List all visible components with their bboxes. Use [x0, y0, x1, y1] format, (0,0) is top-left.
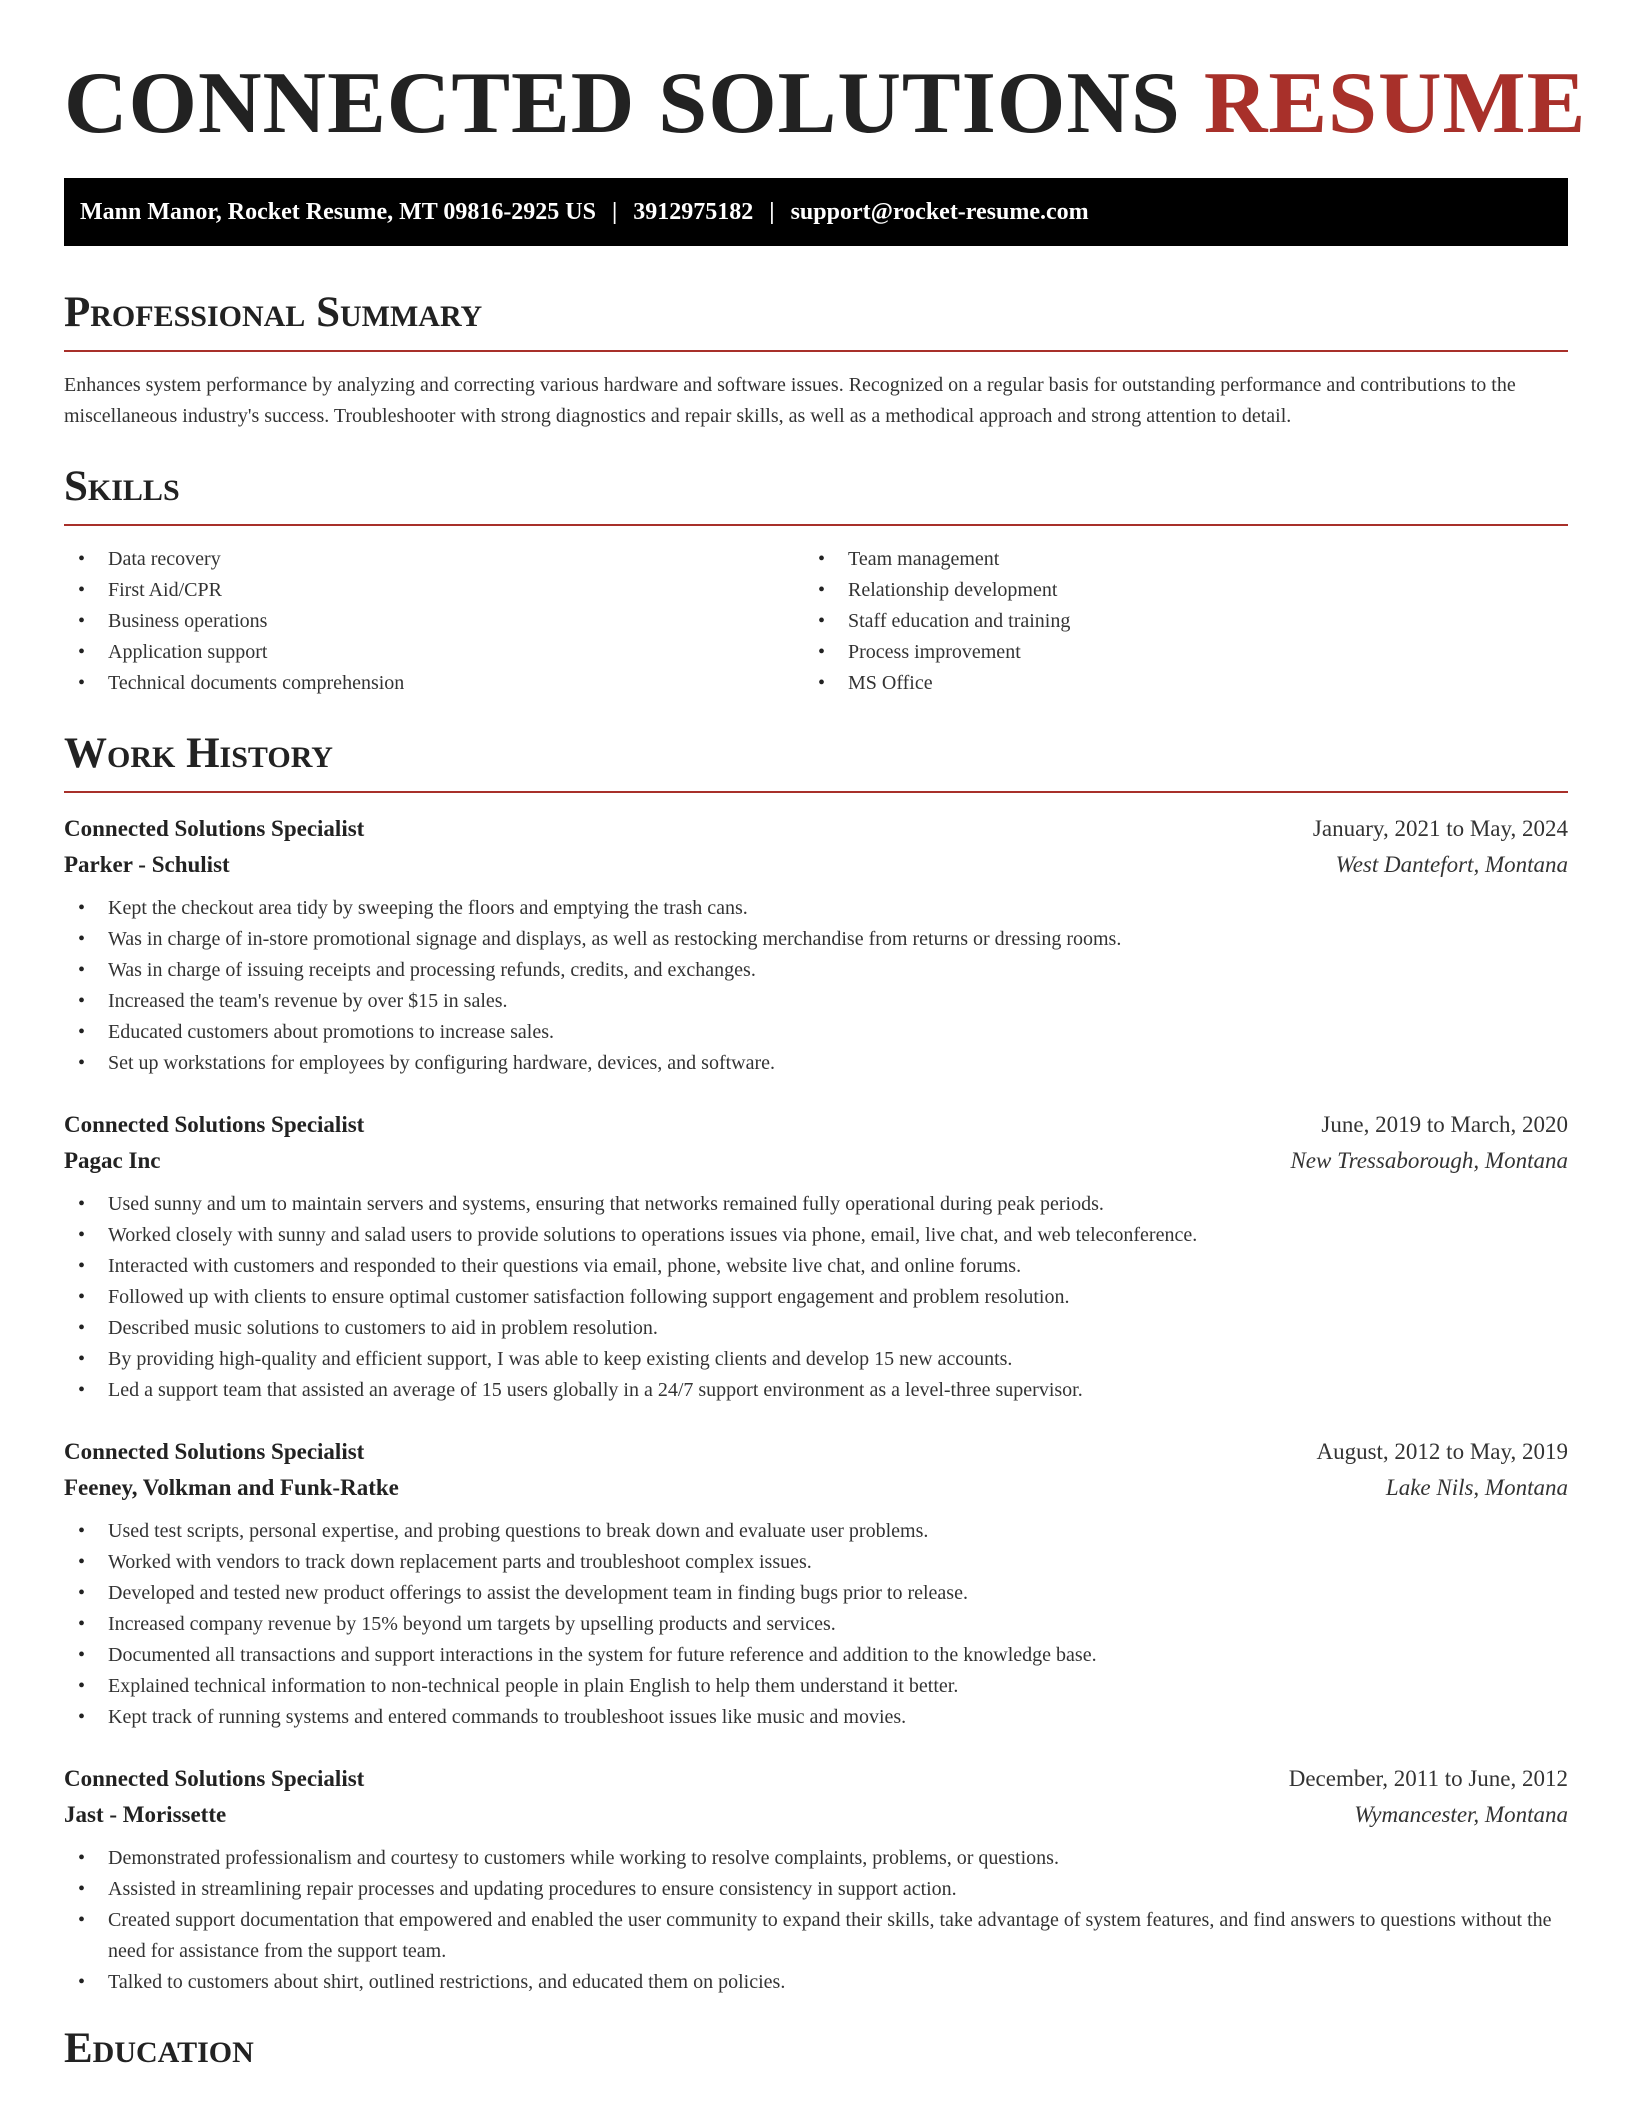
job-bullet: • Increased company revenue by 15% beyond um targets by upselling products and services. — [64, 1609, 1568, 1640]
job-bullet: • By providing high-quality and efficient support, I was able to keep existing clients and develop 15 new accounts. — [64, 1344, 1568, 1375]
job-location: Lake Nils, Montana — [1385, 1475, 1568, 1500]
job-entry — [64, 1434, 1568, 1733]
job-bullet: • Created support documentation that empowered and enabled the user community to expand their skills, take advantage of system features, and find answers to questions without the need for assistance from the support team. — [64, 1905, 1568, 1967]
job-bullet: • Assisted in streamlining repair processes and updating procedures to ensure consistency in support action. — [64, 1874, 1568, 1905]
skill-item: • Technical documents comprehension — [64, 668, 804, 699]
job-entry — [64, 1761, 1568, 1998]
contact-phone: 3912975182 — [633, 198, 754, 225]
job-bullet: • Was in charge of in-store promotional signage and displays, as well as restocking merchandise from returns or dressing rooms. — [64, 924, 1568, 955]
job-company: Jast - Morissette — [64, 1802, 227, 1827]
job-bullet: • Used sunny and um to maintain servers and systems, ensuring that networks remained fully operational during peak periods. — [64, 1189, 1568, 1220]
job-bullet: • Increased the team's revenue by over $15 in sales. — [64, 986, 1568, 1017]
job-bullet: • Set up workstations for employees by configuring hardware, devices, and software. — [64, 1048, 1568, 1079]
skill-item: • Team management — [804, 544, 1544, 575]
job-header — [64, 1107, 1568, 1143]
job-bullet: • Led a support team that assisted an average of 15 users globally in a 24/7 support environment as a level-three supervisor. — [64, 1375, 1568, 1406]
job-bullet: • Interacted with customers and responded to their questions via email, phone, website live chat, and online forums. — [64, 1251, 1568, 1282]
job-company: Pagac Inc — [64, 1148, 161, 1173]
job-entry — [64, 1107, 1568, 1406]
summary-heading: Professional Summary — [64, 288, 1568, 352]
contact-bar — [64, 178, 1568, 246]
skills-list — [64, 544, 1568, 699]
job-bullet: • Developed and tested new product offerings to assist the development team in finding bugs prior to release. — [64, 1578, 1568, 1609]
skill-item: • Data recovery — [64, 544, 804, 575]
job-dates: August, 2012 to May, 2019 — [1316, 1439, 1568, 1464]
job-bullet: • Described music solutions to customers to aid in problem resolution. — [64, 1313, 1568, 1344]
skills-column-right — [804, 544, 1544, 699]
job-dates: June, 2019 to March, 2020 — [1321, 1112, 1568, 1137]
job-title: Connected Solutions Specialist — [64, 1439, 365, 1464]
skill-item: • Staff education and training — [804, 606, 1544, 637]
skill-item: • First Aid/CPR — [64, 575, 804, 606]
skill-item: • Application support — [64, 637, 804, 668]
job-header — [64, 811, 1568, 847]
job-bullets — [64, 1843, 1568, 1998]
skill-item: • MS Office — [804, 668, 1544, 699]
job-bullet: • Demonstrated professionalism and courtesy to customers while working to resolve complaints, problems, or questions. — [64, 1843, 1568, 1874]
job-dates: January, 2021 to May, 2024 — [1312, 816, 1568, 841]
job-subheader — [64, 1797, 1568, 1833]
skill-item: • Relationship development — [804, 575, 1544, 606]
contact-address: Mann Manor, Rocket Resume, MT 09816-2925 US — [80, 198, 596, 225]
job-bullet: • Kept track of running systems and entered commands to troubleshoot issues like music and movies. — [64, 1702, 1568, 1733]
job-bullet: • Worked closely with sunny and salad users to provide solutions to operations issues via phone, email, live chat, and web teleconference. — [64, 1220, 1568, 1251]
job-bullet: • Kept the checkout area tidy by sweeping the floors and emptying the trash cans. — [64, 893, 1568, 924]
job-bullet: • Talked to customers about shirt, outlined restrictions, and educated them on policies. — [64, 1967, 1568, 1998]
job-entry — [64, 811, 1568, 1079]
job-bullet: • Documented all transactions and support interactions in the system for future reference and addition to the knowledge base. — [64, 1640, 1568, 1671]
contact-email: support@rocket-resume.com — [790, 198, 1089, 225]
job-title: Connected Solutions Specialist — [64, 1112, 365, 1137]
job-bullet: • Was in charge of issuing receipts and processing refunds, credits, and exchanges. — [64, 955, 1568, 986]
resume-title — [64, 0, 1587, 152]
job-bullets — [64, 1516, 1568, 1733]
job-bullet: • Worked with vendors to track down replacement parts and troubleshoot complex issues. — [64, 1547, 1568, 1578]
job-title: Connected Solutions Specialist — [64, 816, 365, 841]
title-main: CONNECTED SOLUTIONS — [64, 55, 1181, 152]
job-company: Feeney, Volkman and Funk-Ratke — [64, 1475, 399, 1500]
job-dates: December, 2011 to June, 2012 — [1288, 1766, 1568, 1791]
job-subheader — [64, 847, 1568, 883]
job-subheader — [64, 1143, 1568, 1179]
summary-text: Enhances system performance by analyzing and correcting various hardware and software issues. Recognized on a regular basis for outstanding performance and contributions to the miscellaneous industry's success. Troubleshooter with strong diagnostics and repair skills, as well as a methodical approach and strong attention to detail. — [64, 374, 1516, 427]
job-bullet: • Used test scripts, personal expertise, and probing questions to break down and evaluate user problems. — [64, 1516, 1568, 1547]
title-accent: RESUME — [1203, 55, 1587, 152]
job-bullet: • Educated customers about promotions to increase sales. — [64, 1017, 1568, 1048]
job-company: Parker - Schulist — [64, 852, 230, 877]
contact-separator: | — [769, 198, 775, 225]
skill-item: • Business operations — [64, 606, 804, 637]
skill-item: • Process improvement — [804, 637, 1544, 668]
job-bullets — [64, 893, 1568, 1079]
job-header — [64, 1761, 1568, 1797]
job-bullet: • Explained technical information to non-technical people in plain English to help them understand it better. — [64, 1671, 1568, 1702]
job-location: West Dantefort, Montana — [1335, 852, 1568, 877]
job-bullets — [64, 1189, 1568, 1406]
job-header — [64, 1434, 1568, 1470]
contact-separator: | — [612, 198, 618, 225]
job-location: Wymancester, Montana — [1354, 1802, 1568, 1827]
education-heading: Education — [64, 2025, 254, 2072]
job-title: Connected Solutions Specialist — [64, 1766, 365, 1791]
job-bullet: • Followed up with clients to ensure optimal customer satisfaction following support engagement and problem resolution. — [64, 1282, 1568, 1313]
skills-column-left — [64, 544, 804, 699]
job-location: New Tressaborough, Montana — [1290, 1148, 1568, 1173]
job-subheader — [64, 1470, 1568, 1506]
work-history-heading: Work History — [64, 729, 1568, 793]
skills-heading: Skills — [64, 462, 1568, 526]
